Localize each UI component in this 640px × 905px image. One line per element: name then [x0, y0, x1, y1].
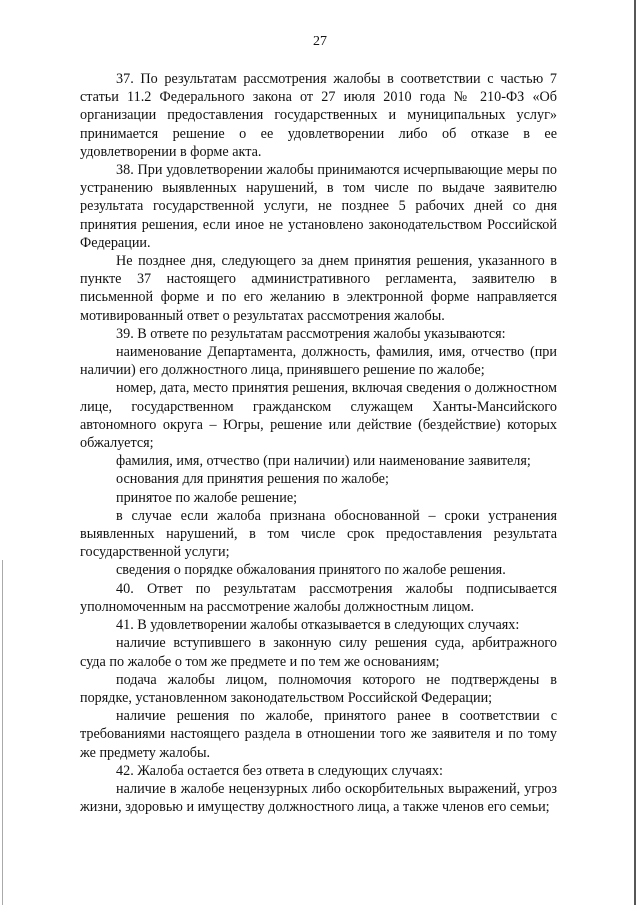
list-item: подача жалобы лицом, полномочия которого не подтверждены в порядке, установленном законодательством Российской Федерации; — [80, 671, 557, 706]
scan-edge-line — [634, 0, 636, 905]
list-item: в случае если жалоба признана обоснованной – сроки устранения выявленных нарушений, в том числе срок предоставления результата государственной услуги; — [80, 507, 557, 561]
page-number: 27 — [313, 34, 327, 49]
scan-edge-line-left — [2, 560, 3, 905]
paragraph-39: 39. В ответе по результатам рассмотрения жалобы указываются: — [116, 325, 506, 342]
paragraph-38: 38. При удовлетворении жалобы принимаются исчерпывающие меры по устранению выявленных нарушений, в том числе по выдаче заявителю результата государственной услуги, не позднее 5 рабочих дней со дня принятия решения, если иное не установлено законодательством Российской Федерации. — [80, 162, 557, 251]
list-item: основания для принятия решения по жалобе; — [116, 471, 389, 488]
list-item: наличие вступившего в законную силу решения суда, арбитражного суда по жалобе о том же предмете и по тем же основаниям; — [80, 635, 557, 670]
paragraph-41: 41. В удовлетворении жалобы отказывается в следующих случаях: — [116, 617, 520, 634]
list-item: наличие в жалобе нецензурных либо оскорбительных выражений, угроз жизни, здоровью и имуществу должностного лица, а также членов его семьи; — [80, 780, 557, 816]
list-item: номер, дата, место принятия решения, включая сведения о должностном лице, государственном гражданском служащем Ханты-Мансийского автономного округа – Югры, решение или действие (бездействие) которых обжалуется; — [80, 380, 557, 452]
list-item: принятое по жалобе решение; — [116, 489, 298, 506]
paragraph-40: 40. Ответ по результатам рассмотрения жалобы подписывается уполномоченным на рассмотрение жалобы должностным лицом. — [80, 580, 557, 615]
paragraph-37: 37. По результатам рассмотрения жалобы в соответствии с частью 7 статьи 11.2 Федерального закона от 27 июля 2010 года № 210-ФЗ «Об организации предоставления государственных и муниципальных услуг» принимается решение о ее удовлетворении либо об отказе в ее удовлетворении в форме акта. — [80, 71, 557, 160]
list-item: фамилия, имя, отчество (при наличии) или наименование заявителя; — [116, 453, 531, 470]
list-item: наличие решения по жалобе, принятого ранее в соответствии с требованиями настоящего раздела в отношении того же заявителя и по тому же предмету жалобы. — [80, 708, 557, 761]
paragraph-42: 42. Жалоба остается без ответа в следующих случаях: — [116, 762, 443, 779]
list-item: наименование Департамента, должность, фамилия, имя, отчество (при наличии) его должностного лица, принявшего решение по жалобе; — [80, 344, 557, 379]
paragraph-response-deadline: Не позднее дня, следующего за днем принятия решения, указанного в пункте 37 настоящего административного регламента, заявителю в письменной форме и по его желанию в электронной форме направляется мотивированный ответ о результатах рассмотрения жалобы. — [80, 253, 557, 324]
list-item: сведения о порядке обжалования принятого по жалобе решения. — [116, 562, 506, 579]
document-body — [80, 70, 557, 816]
